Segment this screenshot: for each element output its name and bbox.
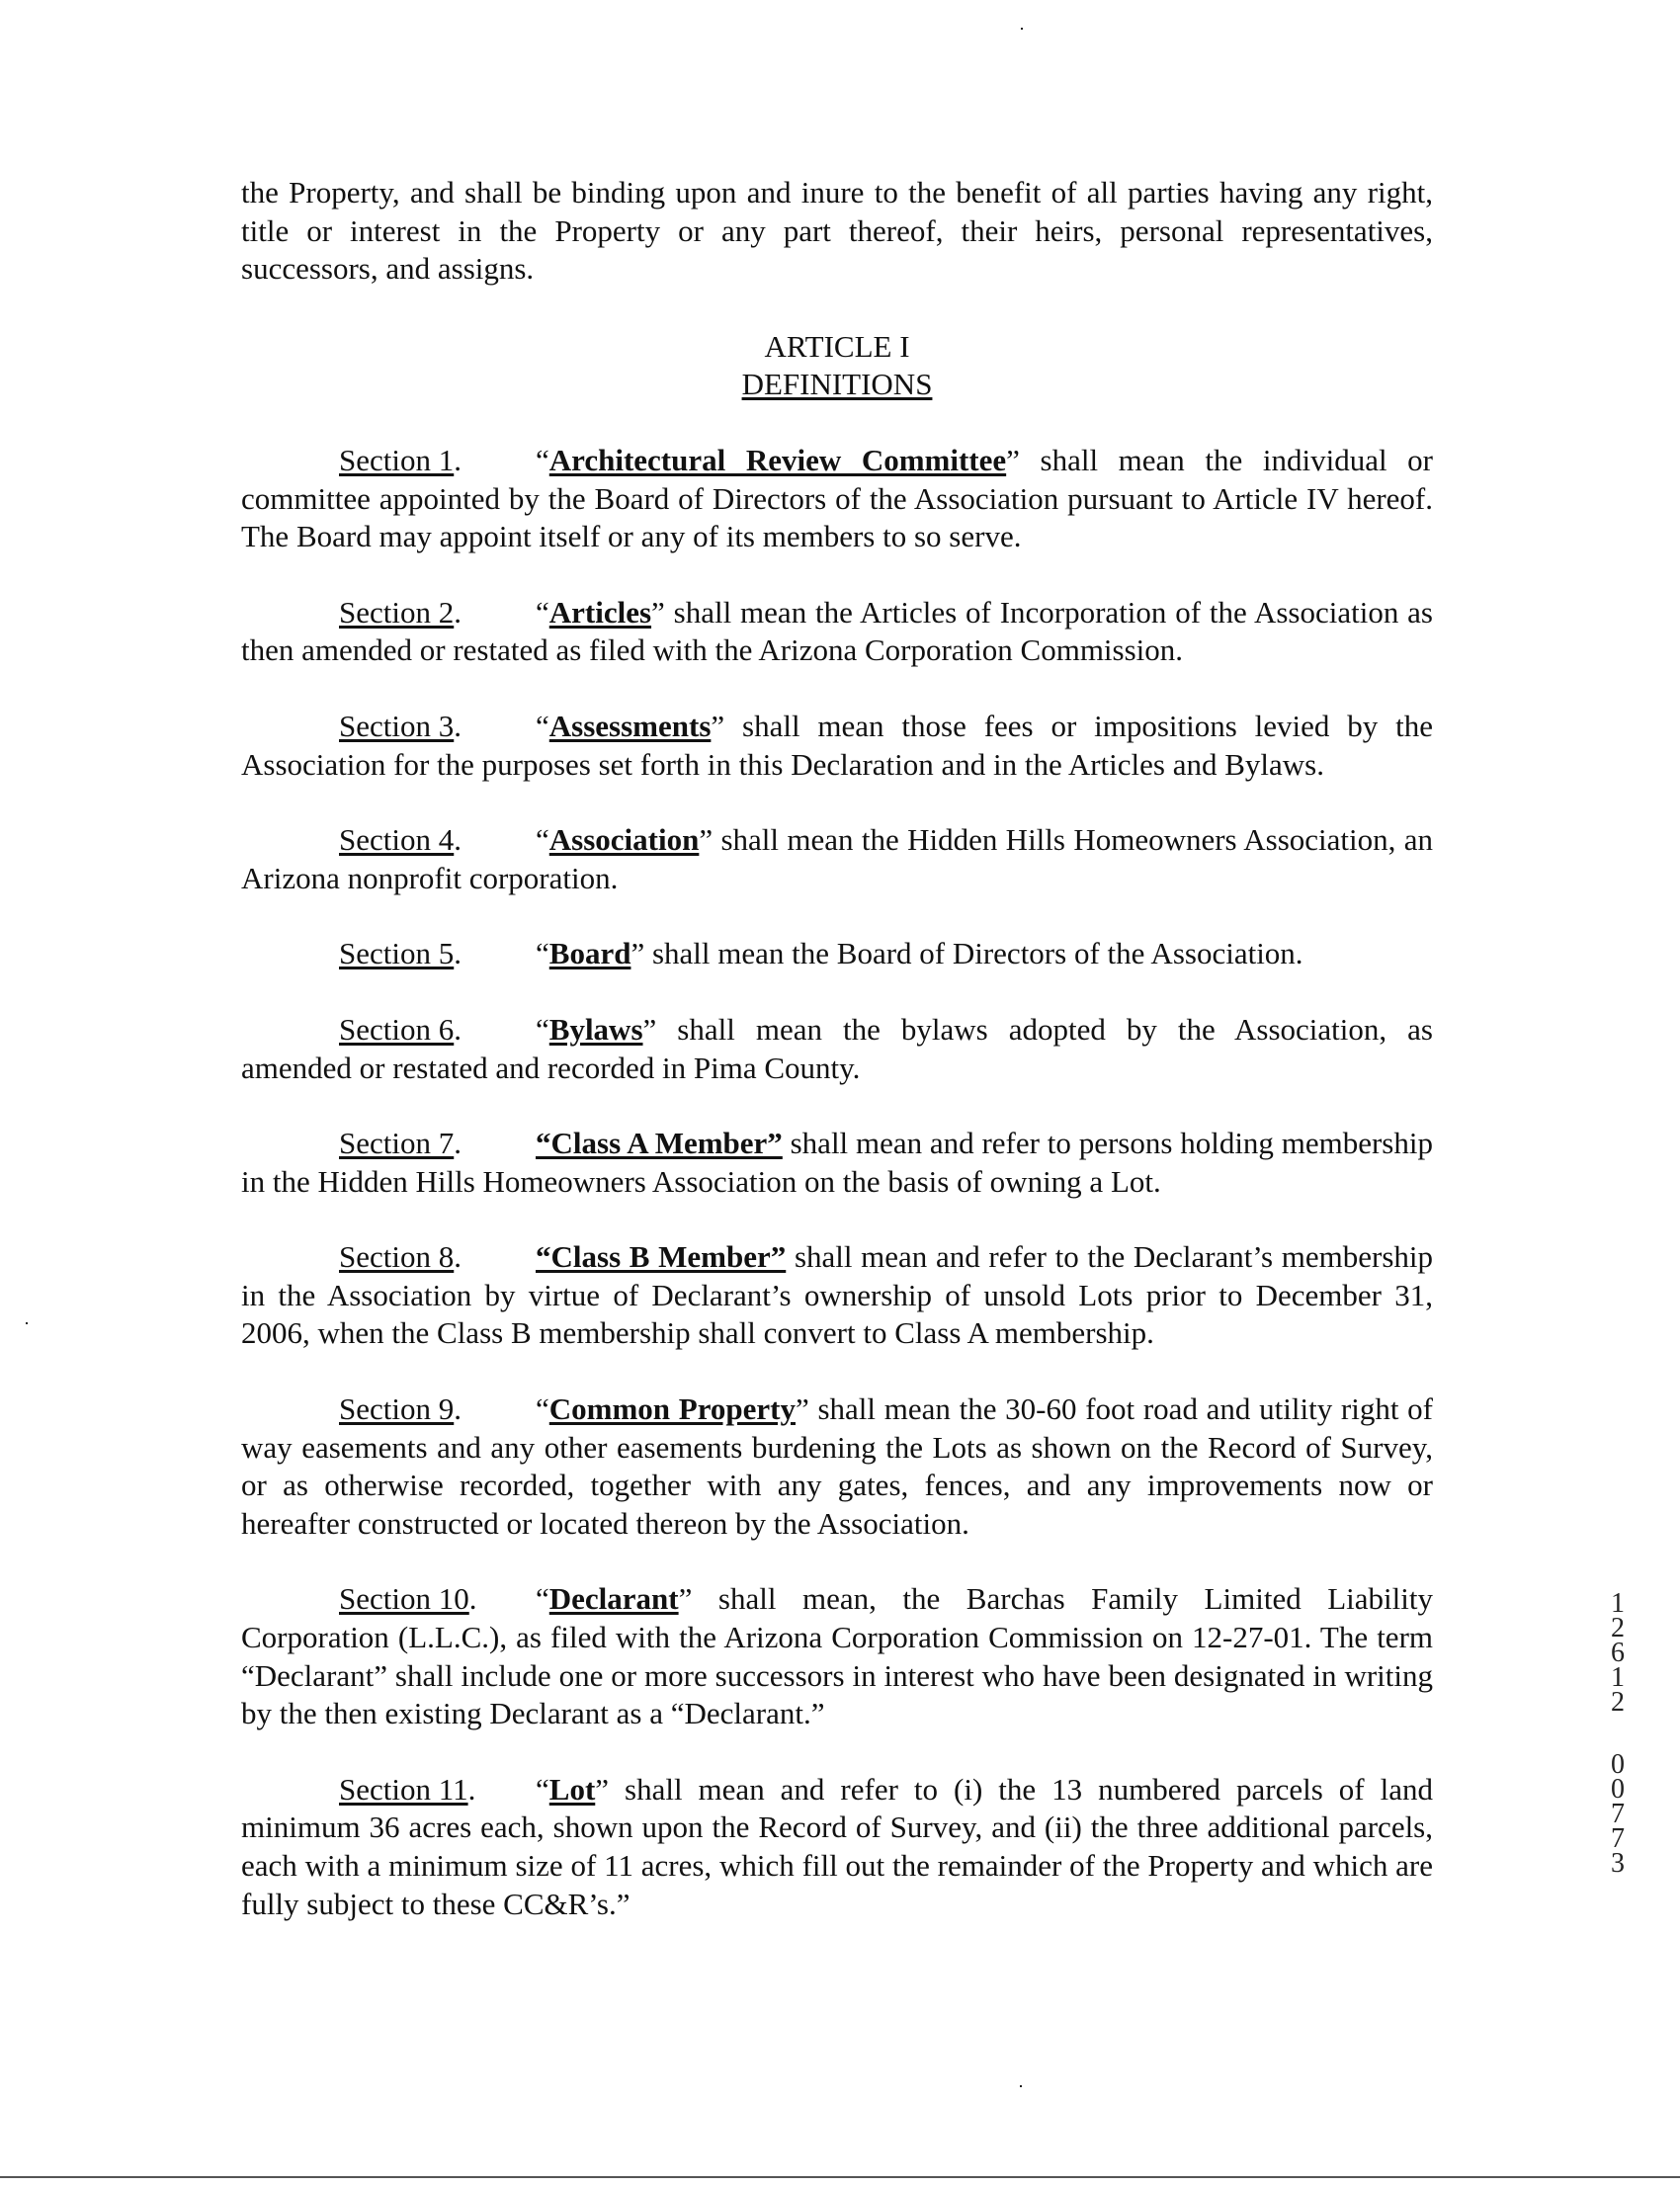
section-number: Section 2. [339, 594, 462, 630]
scan-edge-line [0, 2176, 1680, 2178]
stamp-digit: 7 [1611, 1823, 1625, 1854]
scan-speck [26, 1322, 28, 1324]
open-quote: “ [536, 1011, 549, 1047]
article-heading [241, 328, 1433, 404]
definition-section [241, 1771, 1433, 1923]
section-number-text: Section 6 [339, 1011, 455, 1047]
close-quote: ” [795, 1391, 809, 1427]
stamp-digit: 7 [1611, 1799, 1625, 1829]
section-number-text: Section 1 [339, 442, 455, 477]
definition-text: shall mean and refer to the Declarant’s membership in the Association by virtue of Declarant’s ownership of unsold Lots prior to December 31, 2006, when the Class B membership shall convert to Class A membership. [241, 1239, 1433, 1351]
defined-term: Architectural Review Committee [548, 442, 1007, 477]
document-body [241, 174, 1433, 1961]
section-number-text: Section 8 [339, 1239, 455, 1275]
close-quote: ” [1006, 442, 1020, 477]
section-number: Section 6. [339, 1011, 462, 1047]
definition-text: shall mean the Articles of Incorporation of the Association as then amended or restated as filed with the Arizona Corporation Commission. [241, 594, 1433, 668]
defined-term: “Class B Member” [536, 1239, 787, 1275]
stamp-digit: 6 [1611, 1638, 1625, 1668]
definition-section [241, 708, 1433, 784]
open-quote: “ [536, 442, 549, 477]
stamp-digit: 1 [1611, 1662, 1625, 1693]
definition-text: shall mean the Hidden Hills Homeowners Association, an Arizona nonprofit corporation. [241, 822, 1433, 895]
stamp-digit: 3 [1611, 1848, 1625, 1879]
defined-term: Common Property [548, 1391, 796, 1427]
section-number: Section 3. [339, 708, 462, 743]
stamp-digit: 2 [1611, 1687, 1625, 1718]
recording-number-stamp [1603, 1588, 1633, 1879]
stamp-digit: 0 [1611, 1749, 1625, 1780]
open-quote: “ [536, 822, 549, 858]
section-number-text: Section 2 [339, 594, 455, 630]
section-number-text: Section 9 [339, 1391, 455, 1427]
definition-text: shall mean, the Barchas Family Limited Liability Corporation (L.L.C.), as filed with the Arizona Corporation Commission on 12-27-01. The term “Declarant” shall include one or more successors in interest who have been designated in writing by the then existing Declarant as a “Declarant.” [241, 1581, 1433, 1731]
section-number: Section 9. [339, 1391, 462, 1427]
close-quote: ” [678, 1581, 693, 1617]
definition-section [241, 821, 1433, 897]
article-title: DEFINITIONS [741, 367, 933, 402]
close-quote: ” [595, 1771, 610, 1807]
open-quote: “ [536, 1391, 549, 1427]
section-number-text: Section 3 [339, 708, 455, 743]
definitions-list [241, 442, 1433, 1923]
section-number-text: Section 10 [339, 1581, 469, 1617]
defined-term: “Class A Member” [536, 1126, 783, 1161]
section-number: Section 11. [339, 1771, 476, 1807]
stamp-digit: 0 [1611, 1774, 1625, 1805]
intro-paragraph: the Property, and shall be binding upon and inure to the benefit of all parties having any right, title or interest in the Property or any part thereof, their heirs, personal representatives, successors, and assigns. [241, 175, 1433, 287]
definition-text: shall mean the bylaws adopted by the Association, as amended or restated and recorded in Pima County. [241, 1011, 1433, 1085]
defined-term: Articles [548, 594, 652, 630]
close-quote: ” [642, 1011, 657, 1047]
section-number: Section 5. [339, 936, 462, 971]
definition-text: shall mean and refer to persons holding membership in the Hidden Hills Homeowners Association on the basis of owning a Lot. [241, 1126, 1433, 1199]
definition-text: shall mean the individual or committee appointed by the Board of Directors of the Association pursuant to Article IV hereof. The Board may appoint itself or any of its members to so serve. [241, 442, 1433, 554]
defined-term: Association [548, 822, 700, 858]
definition-text: shall mean and refer to (i) the 13 numbered parcels of land minimum 36 acres each, shown upon the Record of Survey, and (ii) the three additional parcels, each with a minimum size of 11 acres, which fill out the remainder of the Property and which are fully subject to these CC&R’s.” [241, 1771, 1433, 1921]
section-number: Section 1. [339, 442, 462, 477]
section-number: Section 7. [339, 1126, 462, 1161]
close-quote: ” [699, 822, 714, 858]
definition-section [241, 1580, 1433, 1732]
close-quote: ” [630, 936, 645, 971]
section-number-text: Section 5 [339, 936, 455, 971]
definition-section [241, 1125, 1433, 1201]
section-number: Section 8. [339, 1239, 462, 1275]
open-quote: “ [536, 1771, 549, 1807]
definition-section [241, 594, 1433, 670]
open-quote: “ [536, 708, 549, 743]
definition-section [241, 935, 1433, 973]
defined-term: Board [548, 936, 631, 971]
defined-term: Assessments [548, 708, 712, 743]
section-number: Section 10. [339, 1581, 477, 1617]
defined-term: Declarant [548, 1581, 679, 1617]
scan-speck [1020, 2085, 1022, 2087]
definition-section [241, 1011, 1433, 1087]
section-number-text: Section 4 [339, 822, 455, 858]
open-quote: “ [536, 1581, 549, 1617]
section-number-text: Section 7 [339, 1126, 455, 1161]
section-number-text: Section 11 [339, 1771, 468, 1807]
open-quote: “ [536, 936, 549, 971]
defined-term: Lot [548, 1771, 596, 1807]
definition-text: shall mean the Board of Directors of the Association. [644, 936, 1303, 971]
section-number: Section 4. [339, 822, 462, 858]
definition-text: shall mean the 30-60 foot road and utility right of way easements and any other easements burdening the Lots as shown on the Record of Survey, or as otherwise recorded, together with any gates, fences, and any improvements now or hereafter constructed or located thereon by the Association. [241, 1391, 1433, 1541]
definition-section [241, 1238, 1433, 1353]
definition-section [241, 1390, 1433, 1543]
definition-text: shall mean those fees or impositions levied by the Association for the purposes set forth in this Declaration and in the Articles and Bylaws. [241, 708, 1433, 782]
stamp-digit: 1 [1611, 1588, 1625, 1619]
definition-section [241, 442, 1433, 556]
defined-term: Bylaws [548, 1011, 643, 1047]
article-number: ARTICLE I [764, 328, 910, 364]
stamp-gap [1603, 1715, 1633, 1752]
scan-speck [1021, 28, 1023, 30]
stamp-digit: 2 [1611, 1613, 1625, 1643]
open-quote: “ [536, 594, 549, 630]
close-quote: ” [711, 708, 725, 743]
close-quote: ” [651, 594, 665, 630]
